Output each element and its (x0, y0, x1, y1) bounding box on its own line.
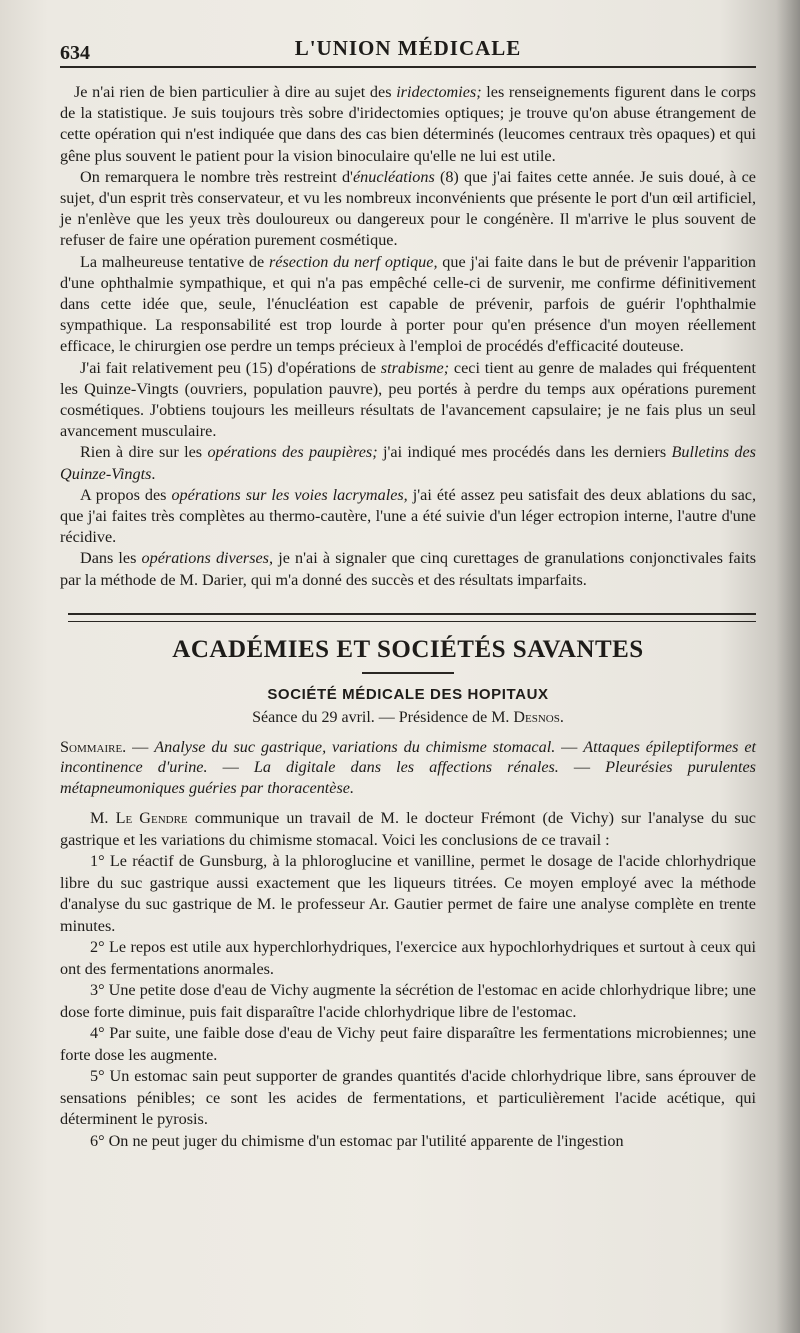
text-run: ceci tient au genre de malades qui fréquentent les Quinze-Vingts (ouvriers, population pauvre), peu portés à perdre du temps aux opérations purement cosmétiques. J'obtiens toujours les meilleurs résultats de l'avancement capsulaire; je ne fais plus un seul avancement musculaire. (60, 358, 756, 441)
italic-term: strabisme; (380, 358, 450, 377)
text-run: je n'ai à signaler que cinq curettages de granulations conjonctivales faits par la méthode de M. Darier, qui m'a donné des succès et des résultats imparfaits. (60, 549, 757, 589)
paragraph-lacrymales (60, 485, 756, 549)
text-run: j'ai indiqué mes procédés dans les derniers (377, 443, 672, 462)
communication (60, 808, 756, 1152)
session-line (60, 709, 756, 727)
section-title: ACADÉMIES ET SOCIÉTÉS SAVANTES (172, 635, 644, 663)
conclusion-item: 5° Un estomac sain peut supporter de grandes quantités d'acide chlorhydrique libre, sans éprouver de sensations pénibles; ce sont les acides de fermentations, et particulièrement l'acide acétique, qui déterminent le pyrosis. (60, 1067, 756, 1129)
italic-term: opérations des paupières; (207, 443, 378, 462)
text-run: que j'ai faite dans le but de prévenir l'apparition d'une ophthalmie sympathique, et qui n'a pas empêché celle-ci de survenir, me confirme définitivement dans cette idée que, seule, l'énucléation est capable de prévenir, parfois de guérir l'ophthalmie sympathique. La responsabilité est trop lourde à porter pour qu'en présence d'un moyen réellement efficace, le chirurgien ose perdre un temps précieux à l'emploi de procédés d'efficacité douteuse. (60, 252, 756, 356)
italic-term: opérations sur les voies lacrymales, (171, 485, 408, 504)
conclusion-item: 4° Par suite, une faible dose d'eau de Vichy peut faire disparaître les fermentations microbiennes; une forte dose les augmente. (60, 1024, 756, 1064)
separator: — (126, 737, 155, 756)
text-run: J'ai fait relativement peu (15) d'opérations de (80, 358, 381, 377)
italic-term: opérations diverses, (141, 549, 274, 568)
text-run: (8) que j'ai faites cette année. Je suis doué, à ce sujet, d'un esprit très conservateur, et vu les nombreux inconvénients que présente le port d'un œil artificiel, je n'enlève que les yeux très douloureux ou dangereux pour le congénère. Il m'arrive le plus souvent de refuser de faire une opération purement cosmétique. (60, 167, 756, 250)
text-run: La malheureuse tentative de (80, 252, 269, 271)
sommaire-item: La digitale dans les affections rénales. (253, 758, 559, 777)
article-continuation (60, 82, 756, 591)
text-run: Je n'ai rien de bien particulier à dire au sujet des (74, 83, 397, 101)
text-run: communique un travail de M. le docteur Frémont (de Vichy) sur l'analyse du suc gastrique et les variations du chimisme stomacal. Voici les conclusions de ce travail : (60, 809, 756, 849)
text-run: M. (90, 809, 116, 828)
paragraph-strabisme (60, 358, 756, 443)
running-head (60, 22, 756, 68)
sommaire-item: Pleurésies purulentes métapneumoniques guéries par thoracentèse. (60, 758, 756, 797)
title-underline (362, 672, 454, 674)
italic-term: énucléations (352, 167, 435, 186)
conclusion-item: 2° Le repos est utile aux hyperchlorhydriques, l'exercice aux hypochlorhydriques et surtout à ceux qui ont des fermentations anormales. (60, 938, 756, 978)
text-run: Rien à dire sur les (80, 443, 208, 462)
sommaire-item: Attaques épileptiformes et incontinence d'urine. (60, 737, 757, 777)
separator: — (207, 758, 254, 777)
text-run: A propos des (80, 485, 172, 504)
sommaire-item: Analyse du suc gastrique, variations du chimisme stomacal. (154, 737, 556, 756)
paragraph-enucleations (60, 167, 756, 252)
sommaire (60, 737, 756, 799)
separator: — (558, 758, 606, 777)
conclusion-item: 1° Le réactif de Gunsburg, à la phloroglucine et vanilline, permet le dosage de l'acide chlorhydrique libre du suc gastrique aussi exactement que les liqueurs titrées. Ce moyen employé avec la méthode d'analyse du suc gastrique de M. le professeur Ar. Gautier permet de faire une analyse complète en trente minutes. (60, 852, 756, 935)
italic-term: Bulletins des Quinze-Vingts (60, 443, 756, 483)
president-name: Desnos. (513, 708, 564, 726)
conclusion-item: 6° On ne peut juger du chimisme d'un estomac par l'utilité apparente de l'ingestion (90, 1131, 624, 1150)
paragraph-paupieres (60, 442, 756, 484)
society-name: SOCIÉTÉ MÉDICALE DES HOPITAUX (267, 685, 549, 703)
author-name: Le Gendre (115, 809, 188, 828)
communication-intro (60, 808, 756, 851)
text-run: les renseignements figurent dans le corps de la statistique. Je suis toujours très sobre d'iridectomies optiques; je trouve qu'on abuse étrangement de cette opération qui n'est indiquée que dans des cas bien déterminés (leucomes centraux très opaques) et qui gêne plus souvent le patient pour la vision binoculaire qu'elle ne lui est utile. (60, 83, 756, 165)
italic-term: iridectomies; (396, 83, 482, 101)
text-run: On remarquera le nombre très restreint d' (80, 167, 353, 186)
sommaire-label: Sommaire. (60, 737, 127, 756)
paragraph-diverses (60, 548, 756, 590)
section-divider (68, 613, 756, 622)
italic-term: résection du nerf optique, (268, 252, 438, 271)
paragraph-iridectomies (60, 82, 756, 167)
text-run: Dans les (80, 549, 142, 568)
text-run: j'ai été assez peu satisfait des deux ablations du sac, que j'ai faites très complètes au thermo-cautère, l'une a été suivie d'un léger ectropion interne, l'autre d'une récidive. (60, 485, 756, 547)
session-date: Séance du 29 avril. — Présidence de M. (252, 708, 514, 726)
text-run: . (151, 464, 156, 483)
journal-title: L'UNION MÉDICALE (294, 36, 522, 60)
page-number: 634 (60, 42, 90, 64)
separator: — (555, 737, 584, 756)
paragraph-resection (60, 252, 756, 358)
conclusion-item: 3° Une petite dose d'eau de Vichy augmente la sécrétion de l'estomac en acide chlorhydrique libre; une dose forte diminue, puis fait disparaître l'acide chlorhydrique libre de l'estomac. (60, 981, 756, 1021)
